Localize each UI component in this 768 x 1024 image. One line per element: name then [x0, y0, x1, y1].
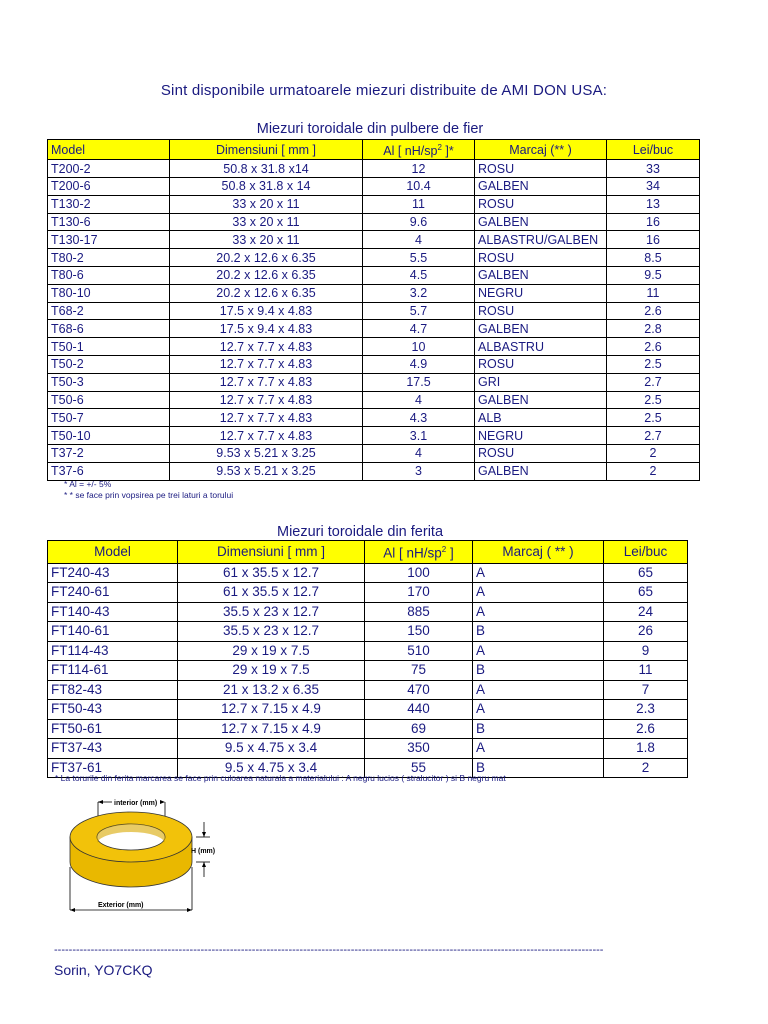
cell-model: T50-6 [48, 391, 170, 409]
cell-model: T130-2 [48, 195, 170, 213]
cell-price: 65 [604, 583, 688, 603]
table-row [48, 444, 700, 462]
cell-price: 2 [604, 758, 688, 778]
header-al: Al [ $nH/sp^2$ ]* [363, 140, 475, 160]
cell-price: 9.5 [607, 266, 700, 284]
cell-al: 4.5 [363, 266, 475, 284]
cell-al: 5.5 [363, 249, 475, 267]
cell-marking: GALBEN [475, 320, 607, 338]
table-row [48, 391, 700, 409]
header-dimensions: Dimensiuni [ mm ] [178, 541, 365, 564]
cell-dimensions: 9.5 x 4.75 x 3.4 [178, 758, 365, 778]
cell-dimensions: 50.8 x 31.8 x 14 [170, 177, 363, 195]
cell-dimensions: 20.2 x 12.6 x 6.35 [170, 266, 363, 284]
cell-price: 2 [607, 462, 700, 480]
cell-model: T80-6 [48, 266, 170, 284]
cell-al: 11 [363, 195, 475, 213]
cell-dimensions: 21 x 13.2 x 6.35 [178, 680, 365, 700]
cell-price: 26 [604, 622, 688, 642]
table-row [48, 622, 688, 642]
cell-al: 4 [363, 444, 475, 462]
cell-marking: ROSU [475, 195, 607, 213]
cell-model: T37-6 [48, 462, 170, 480]
intro-text: Sint disponibile urmatoarele miezuri distribuite de AMI DON USA: [160, 82, 608, 99]
table-row [48, 266, 700, 284]
cell-model: T50-10 [48, 427, 170, 445]
cell-model: FT140-43 [48, 602, 178, 622]
cell-marking: A [473, 680, 604, 700]
table-row [48, 195, 700, 213]
cell-al: 69 [365, 719, 473, 739]
cell-marking: B [473, 758, 604, 778]
footnote-al: * Al = +/- 5% [64, 479, 112, 489]
cell-price: 16 [607, 231, 700, 249]
table-row [48, 213, 700, 231]
cell-price: 2.6 [607, 302, 700, 320]
header-al: Al [ $nH/sp^2$ ] [365, 541, 473, 564]
cell-dimensions: 33 x 20 x 11 [170, 231, 363, 249]
cell-marking: A [473, 700, 604, 720]
table-row [48, 462, 700, 480]
cell-dimensions: 12.7 x 7.15 x 4.9 [178, 719, 365, 739]
cell-dimensions: 20.2 x 12.6 x 6.35 [170, 249, 363, 267]
cell-model: FT240-43 [48, 563, 178, 583]
cell-price: 2.8 [607, 320, 700, 338]
table-row [48, 680, 688, 700]
cell-marking: NEGRU [475, 427, 607, 445]
cell-dimensions: 9.5 x 4.75 x 3.4 [178, 739, 365, 759]
cell-dimensions: 9.53 x 5.21 x 3.25 [170, 444, 363, 462]
footnote-ferrite: * La torurile din ferita marcarea se face prin culoarea naturala a materialului : A negru lucios ( stralucitor ) si B negru mat [55, 773, 506, 783]
table-row [48, 355, 700, 373]
cell-marking: ALBASTRU/GALBEN [475, 231, 607, 249]
cell-marking: ROSU [475, 302, 607, 320]
cell-price: 11 [607, 284, 700, 302]
cell-dimensions: 12.7 x 7.7 x 4.83 [170, 409, 363, 427]
header-model: Model [48, 541, 178, 564]
cell-marking: NEGRU [475, 284, 607, 302]
table-row [48, 160, 700, 178]
cell-al: 3.1 [363, 427, 475, 445]
cell-model: T130-6 [48, 213, 170, 231]
cell-al: 100 [365, 563, 473, 583]
cell-al: 885 [365, 602, 473, 622]
signature: Sorin, YO7CKQ [54, 962, 153, 978]
header-price: Lei/buc [607, 140, 700, 160]
cell-al: 12 [363, 160, 475, 178]
table-row [48, 719, 688, 739]
cell-model: FT240-61 [48, 583, 178, 603]
cell-model: FT114-61 [48, 661, 178, 681]
cell-marking: ROSU [475, 444, 607, 462]
table-row [48, 700, 688, 720]
cell-marking: B [473, 622, 604, 642]
height-label: H (mm) [191, 848, 216, 855]
table2-caption: Miezuri toroidale din ferita [276, 524, 444, 540]
cell-dimensions: 12.7 x 7.15 x 4.9 [178, 700, 365, 720]
table-row [48, 583, 688, 603]
cell-al: 17.5 [363, 373, 475, 391]
table-row [48, 338, 700, 356]
cell-price: 8.5 [607, 249, 700, 267]
cell-price: 2.5 [607, 409, 700, 427]
cell-dimensions: 29 x 19 x 7.5 [178, 641, 365, 661]
cell-model: T130-17 [48, 231, 170, 249]
cell-al: 4.9 [363, 355, 475, 373]
cell-marking: B [473, 661, 604, 681]
cell-dimensions: 12.7 x 7.7 x 4.83 [170, 355, 363, 373]
cell-marking: ROSU [475, 355, 607, 373]
table1-caption: Miezuri toroidale din pulbere de fier [256, 121, 484, 137]
cell-price: 11 [604, 661, 688, 681]
cell-price: 1.8 [604, 739, 688, 759]
cell-dimensions: 17.5 x 9.4 x 4.83 [170, 302, 363, 320]
cell-model: FT114-43 [48, 641, 178, 661]
table-row [48, 409, 700, 427]
table-row [48, 284, 700, 302]
cell-al: 75 [365, 661, 473, 681]
cell-dimensions: 50.8 x 31.8 x14 [170, 160, 363, 178]
cell-al: 10 [363, 338, 475, 356]
cell-al: 4 [363, 391, 475, 409]
cell-model: FT50-43 [48, 700, 178, 720]
table-row [48, 427, 700, 445]
cell-model: T68-6 [48, 320, 170, 338]
cell-dimensions: 35.5 x 23 x 12.7 [178, 602, 365, 622]
cell-dimensions: 20.2 x 12.6 x 6.35 [170, 284, 363, 302]
cell-al: 3.2 [363, 284, 475, 302]
cell-marking: ALB [475, 409, 607, 427]
cell-price: 13 [607, 195, 700, 213]
cell-marking: ROSU [475, 160, 607, 178]
cell-model: T200-2 [48, 160, 170, 178]
cell-al: 350 [365, 739, 473, 759]
cell-price: 2.5 [607, 391, 700, 409]
cell-model: T50-3 [48, 373, 170, 391]
cell-marking: ROSU [475, 249, 607, 267]
cell-al: 9.6 [363, 213, 475, 231]
cell-al: 4.7 [363, 320, 475, 338]
cell-marking: GALBEN [475, 462, 607, 480]
cell-price: 16 [607, 213, 700, 231]
interior-label: interior (mm) [114, 800, 158, 807]
cell-price: 24 [604, 602, 688, 622]
exterior-label: Exterior (mm) [98, 902, 144, 909]
cell-marking: A [473, 602, 604, 622]
cell-al: 510 [365, 641, 473, 661]
cell-model: T80-2 [48, 249, 170, 267]
cell-price: 2.7 [607, 427, 700, 445]
cell-marking: A [473, 563, 604, 583]
cell-price: 9 [604, 641, 688, 661]
cell-marking: GALBEN [475, 266, 607, 284]
table-header-row [48, 140, 700, 160]
cell-marking: GALBEN [475, 177, 607, 195]
cell-dimensions: 35.5 x 23 x 12.7 [178, 622, 365, 642]
cell-model: T50-7 [48, 409, 170, 427]
cell-al: 470 [365, 680, 473, 700]
table-row [48, 602, 688, 622]
divider-line: ------------------------------------------------------------------------------------------------------------------------------------------------------ [54, 944, 604, 956]
cell-dimensions: 29 x 19 x 7.5 [178, 661, 365, 681]
cell-model: T50-1 [48, 338, 170, 356]
cell-dimensions: 33 x 20 x 11 [170, 195, 363, 213]
cell-marking: B [473, 719, 604, 739]
cell-dimensions: 61 x 35.5 x 12.7 [178, 563, 365, 583]
cell-price: 65 [604, 563, 688, 583]
cell-marking: A [473, 583, 604, 603]
cell-dimensions: 61 x 35.5 x 12.7 [178, 583, 365, 603]
cell-model: FT37-61 [48, 758, 178, 778]
table-header-row [48, 541, 688, 564]
header-dimensions: Dimensiuni [ mm ] [170, 140, 363, 160]
cell-price: 2 [607, 444, 700, 462]
header-model: Model [48, 140, 170, 160]
cell-price: 2.6 [604, 719, 688, 739]
cell-model: FT50-61 [48, 719, 178, 739]
cell-al: 150 [365, 622, 473, 642]
table-row [48, 563, 688, 583]
cell-marking: A [473, 739, 604, 759]
cell-model: T37-2 [48, 444, 170, 462]
cell-marking: A [473, 641, 604, 661]
header-marking: Marcaj (** ) [475, 140, 607, 160]
cell-model: FT140-61 [48, 622, 178, 642]
table-row [48, 373, 700, 391]
cell-model: T50-2 [48, 355, 170, 373]
cell-price: 2.7 [607, 373, 700, 391]
cell-dimensions: 9.53 x 5.21 x 3.25 [170, 462, 363, 480]
table-row [48, 641, 688, 661]
cell-price: 2.5 [607, 355, 700, 373]
cell-al: 10.4 [363, 177, 475, 195]
cell-marking: ALBASTRU [475, 338, 607, 356]
header-price: Lei/buc [604, 541, 688, 564]
cell-al: 170 [365, 583, 473, 603]
cell-dimensions: 12.7 x 7.7 x 4.83 [170, 373, 363, 391]
cell-dimensions: 17.5 x 9.4 x 4.83 [170, 320, 363, 338]
ferrite-table [47, 540, 688, 778]
table-row [48, 231, 700, 249]
header-marking: Marcaj ( ** ) [473, 541, 604, 564]
cell-dimensions: 12.7 x 7.7 x 4.83 [170, 338, 363, 356]
cell-dimensions: 33 x 20 x 11 [170, 213, 363, 231]
cell-dimensions: 12.7 x 7.7 x 4.83 [170, 391, 363, 409]
cell-price: 34 [607, 177, 700, 195]
cell-model: T68-2 [48, 302, 170, 320]
toroid-diagram [58, 792, 228, 932]
cell-price: 33 [607, 160, 700, 178]
iron-powder-table [47, 139, 700, 481]
footnote-marking: * * se face prin vopsirea pe trei laturi a torului [64, 490, 234, 500]
cell-model: T200-6 [48, 177, 170, 195]
table-row [48, 320, 700, 338]
cell-al: 3 [363, 462, 475, 480]
table-row [48, 177, 700, 195]
cell-al: 4 [363, 231, 475, 249]
cell-dimensions: 12.7 x 7.7 x 4.83 [170, 427, 363, 445]
cell-price: 7 [604, 680, 688, 700]
cell-al: 440 [365, 700, 473, 720]
cell-marking: GRI [475, 373, 607, 391]
table-row [48, 739, 688, 759]
cell-model: FT82-43 [48, 680, 178, 700]
cell-price: 2.3 [604, 700, 688, 720]
cell-price: 2.6 [607, 338, 700, 356]
table-row [48, 249, 700, 267]
cell-al: 55 [365, 758, 473, 778]
cell-al: 4.3 [363, 409, 475, 427]
cell-model: FT37-43 [48, 739, 178, 759]
table-row [48, 302, 700, 320]
table-row [48, 661, 688, 681]
cell-model: T80-10 [48, 284, 170, 302]
cell-marking: GALBEN [475, 213, 607, 231]
cell-al: 5.7 [363, 302, 475, 320]
cell-marking: GALBEN [475, 391, 607, 409]
